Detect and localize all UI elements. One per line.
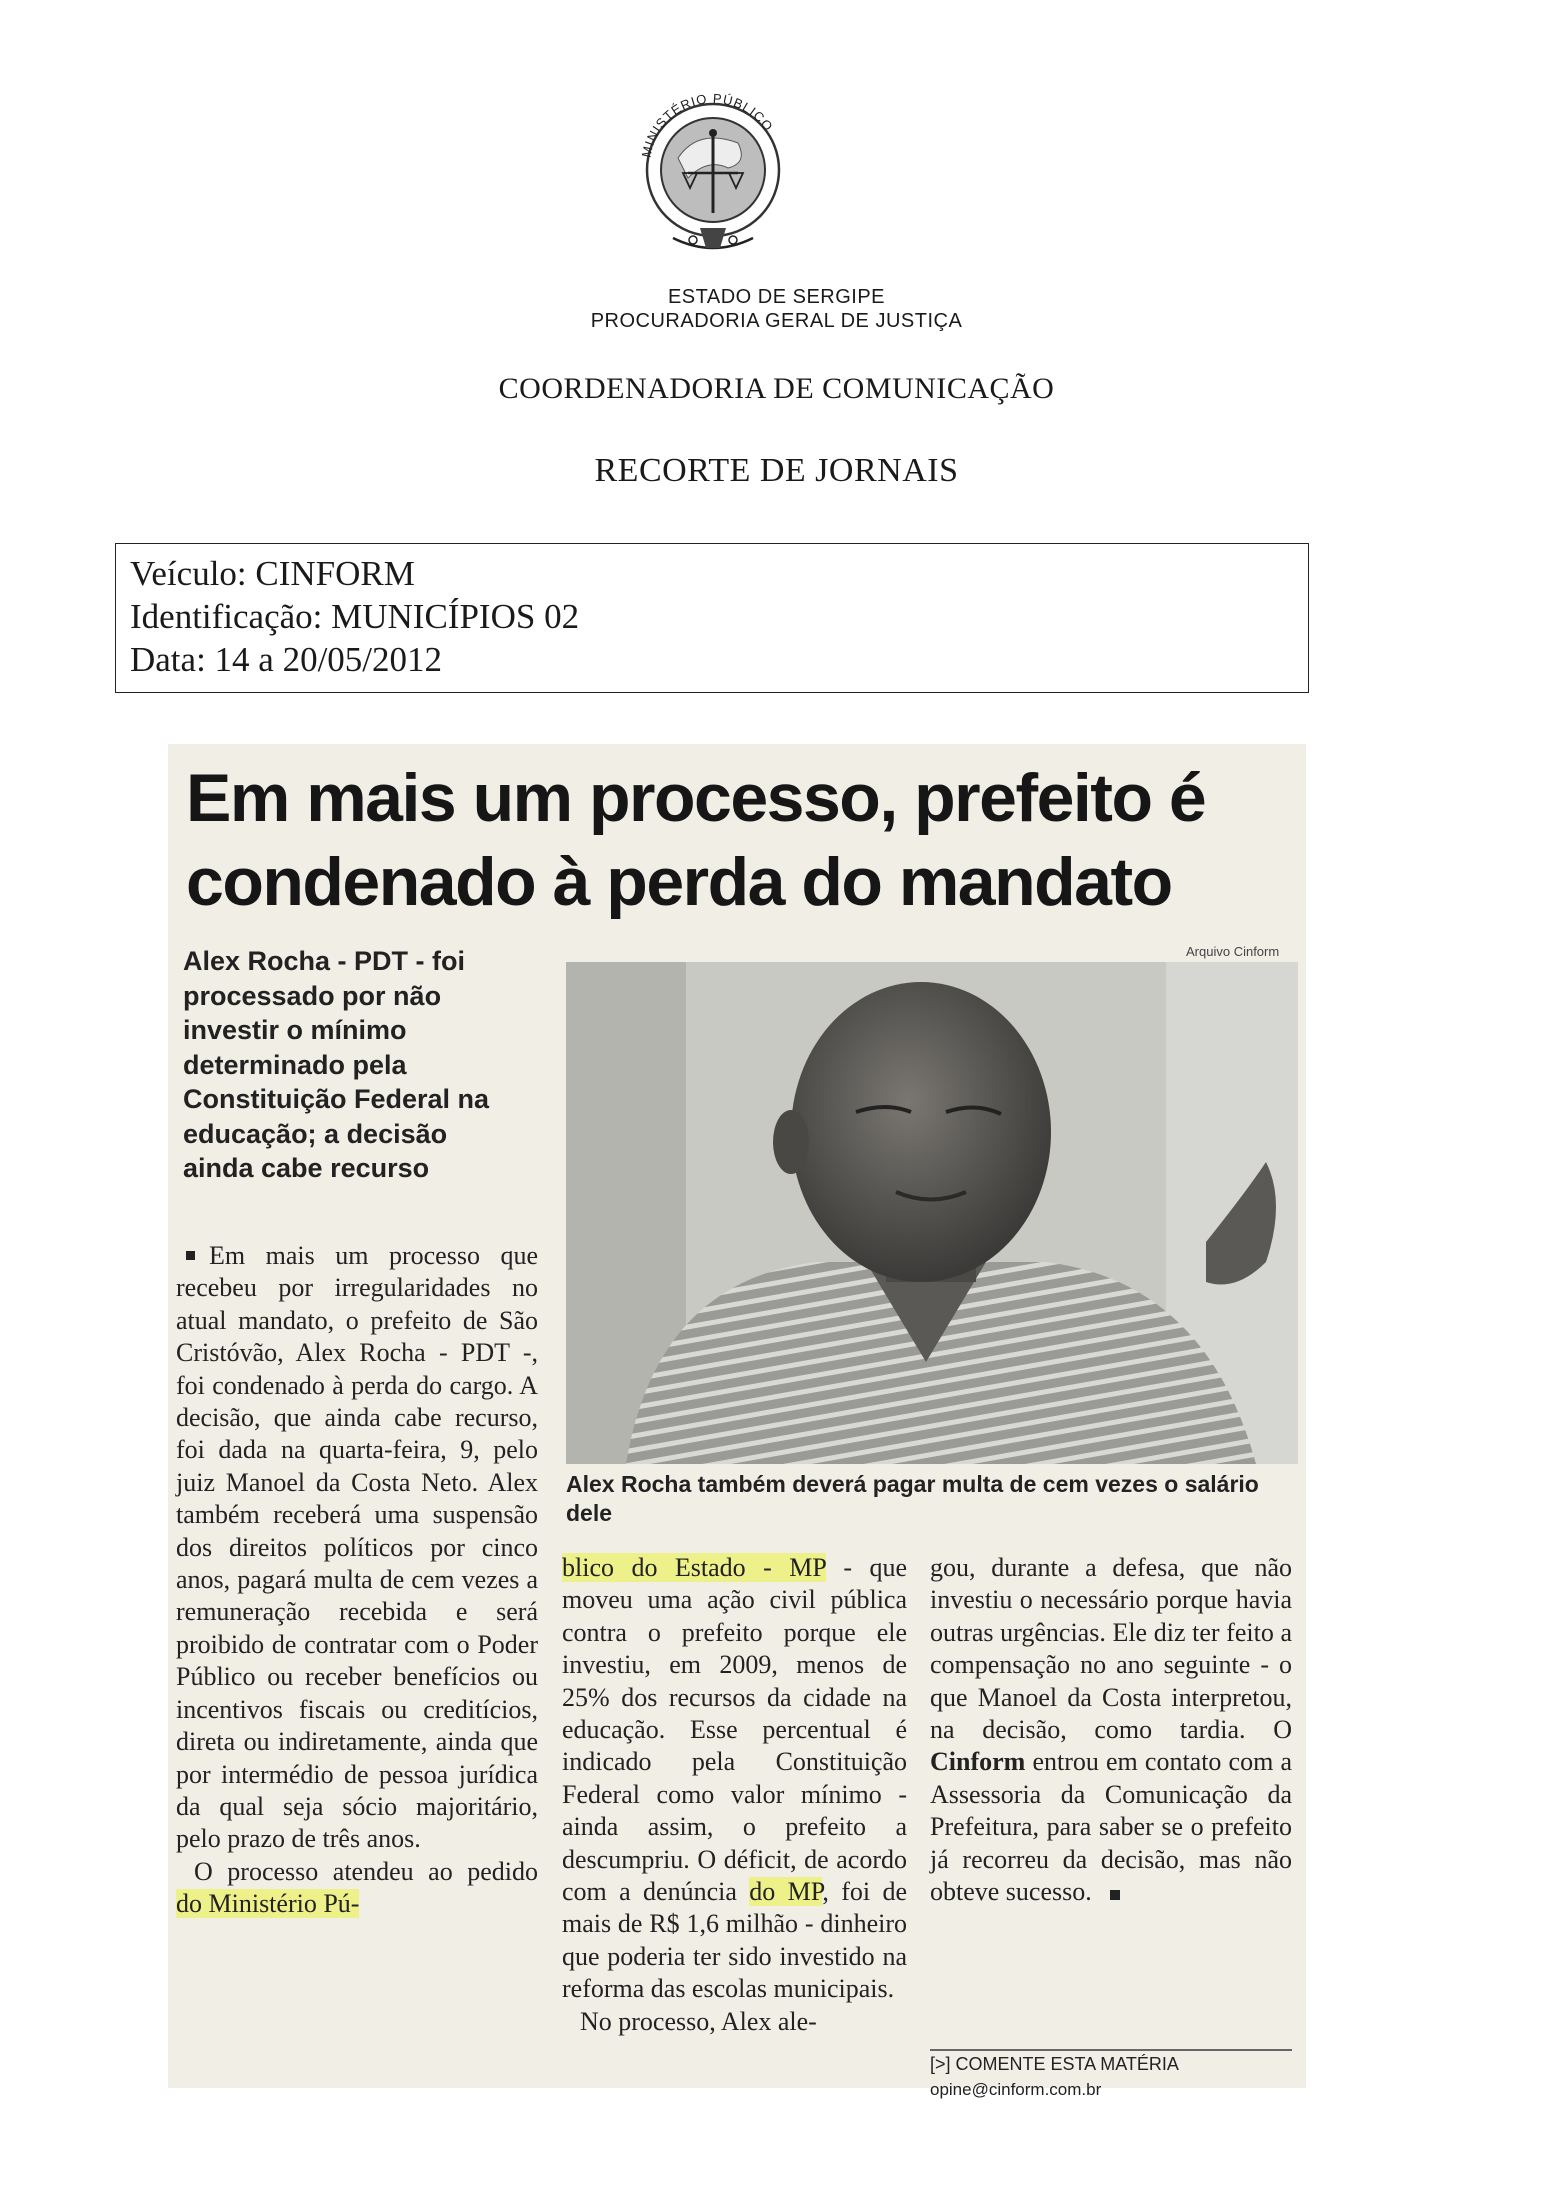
photo-credit: Arquivo Cinform [1186,944,1280,959]
newspaper-clipping [168,744,1306,2099]
paragraph-bullet [186,1251,195,1260]
column-1-paragraph-1: Em mais um processo que recebeu por irregularidades no atual mandato, o prefeito de São Cristóvão, Alex Rocha - PDT -, foi condenado à perda do cargo. A decisão, que ainda cabe recurso, foi dada na quarta-feira, 9, pelo juiz Manoel da Costa Neto. Alex também receberá uma suspensão dos direitos políticos por cinco anos, pagará multa de cem vezes a remuneração recebida e será proibido de contratar com o Poder Público ou receber benefícios ou incentivos fiscais ou creditícios, direta ou indiretamente, ainda que por intermédio de pessoa jurídica da qual seja sócio majoritário, pelo prazo de três anos. [176,1241,538,1854]
divider [930,2049,1292,2051]
article-headline [186,756,1296,924]
comment-label: [>] COMENTE ESTA MATÉRIA [930,2054,1179,2074]
photo-caption: Alex Rocha também deverá pagar multa de cem vezes o salário dele [566,1471,1259,1526]
svg-text:MINISTÉRIO PÚBLICO: MINISTÉRIO PÚBLICO [638,90,777,159]
identification-line: Identificação: MUNICÍPIOS 02 [130,597,580,636]
newspaper-name: Cinform [930,1747,1026,1777]
highlighted-text: blico do Estado - MP [562,1553,826,1582]
highlighted-text: do MP [749,1877,823,1907]
highlighted-text: do Ministério Pú- [176,1889,360,1919]
end-of-article-mark [1110,1890,1120,1900]
column-3-paragraph-1: gou, durante a defesa, que não investiu o necessário porque havia outras urgências. Ele diz ter feito a compensação no ano seguinte - o que Manoel da Costa interpretou, na decisão, como tardia. O Cinform entrou em contato com a Assessoria da Comunicação da Prefeitura, para saber se o prefeito já recorreu da decisão, mas não obteve sucesso. [930,1553,1292,1907]
ministerio-publico-seal [628,88,798,278]
article-deck: Alex Rocha - PDT - foi processado por não investir o mínimo determinado pela Constituição Federal na educação; a decisão ainda cabe recurso [183,946,490,1183]
document-type-title: RECORTE DE JORNAIS [594,452,959,489]
headline-line-1: Em mais um processo, prefeito é [186,760,1206,836]
vehicle-line: Veículo: CINFORM [130,554,415,593]
headline-line-2: condenado à perda do mandato [186,844,1172,920]
article-column-2 [562,1552,907,2038]
article-column-1 [176,1240,538,1921]
article-column-3 [930,1552,1292,1908]
article-photo [566,962,1298,1464]
state-name: ESTADO DE SERGIPE [667,286,886,308]
clipping-info-box [115,543,1309,693]
column-2-paragraph-1: blico do Estado - MP - que moveu uma ação civil pública contra o prefeito porque ele investiu, em 2009, menos de 25% dos recursos da cidade na educação. Esse percentual é indicado pela Constituição Federal como valor mínimo - ainda assim, o prefeito a descumpriu. O déficit, de acordo com a denúncia do MP, foi de mais de R$ 1,6 milhão - dinheiro que poderia ter sido investido na reforma das escolas municipais. [562,1553,908,2004]
comment-email: opine@cinform.com.br [930,2080,1102,2099]
column-1-paragraph-2: O processo atendeu ao pedido do Ministério Pú- [176,1856,538,1919]
office-name: PROCURADORIA GERAL DE JUSTIÇA [590,310,963,332]
column-2-paragraph-2: No processo, Alex ale- [580,2006,817,2036]
date-line: Data: 14 a 20/05/2012 [130,640,443,679]
department-title: COORDENADORIA DE COMUNICAÇÃO [498,372,1055,405]
